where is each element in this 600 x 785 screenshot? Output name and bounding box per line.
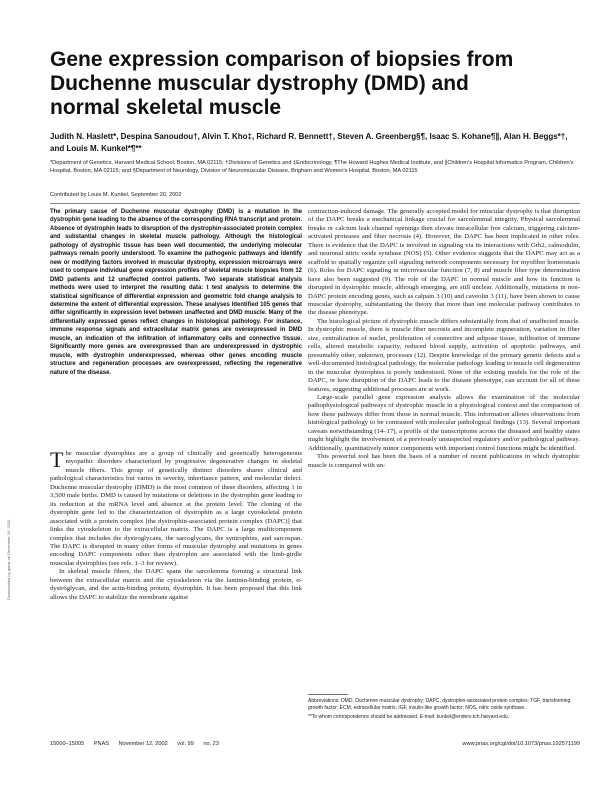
body-paragraph-1: contraction-induced damage. The generally accepted model for muscular dystrophy is that disruption of the DAPC breaks a mechanical linkage crucial for sarcolemmal integrity. Physical sarcolemmal breaks or calcium leak channel openings then elevate intracellular free calcium, triggering calcium-activated proteases and fiber necrosis (4). However, the DAPC has been implicated in other roles. There is evidence that the DAPC is involved in signaling via its interactions with Grb2, calmodulin, and neuronal nitric oxide synthase (NOS) (5). Other evidence suggests that the DAPC may act as a scaffold to spatially organize cell signaling network components necessary for myofiber homeostasis (6). Roles for DAPC signaling in microvascular function (7, 8) and muscle fiber type determination have also been suggested (9). The role of the DAPC in normal muscle and how its function is disrupted in dystrophic muscle, although emerging, are still unclear. Additionally, mutations in non-DAPC protein encoding genes, such as calpain 3 (10) and caveolin 3 (11), have been shown to cause muscular dystrophy, substantiating the theory that more than one molecular pathway contributes to the disease phenotype. [308, 208, 580, 317]
intro-paragraph-1-text: he muscular dystrophies are a group of clinically and genetically heterogeneous myopathic disorders characterized by progressive degenerative changes in skeletal muscle fibers. This group of genetically distinct disorders shares clinical and pathological characteristics but varies in severity, inheritance pattern, and molecular defect. Duchenne muscular dystrophy (DMD) is the most common of these disorders, affecting 1 in 3,500 male births. DMD is caused by mutations or deletions in the dystrophin gene leading to its reduction at the mRNA level and absence at the protein level. The cloning of the dystrophin gene led to the characterization of dystrophin as a large cytoskeletal protein associated with a protein complex [the dystrophin-associated protein complex (DAPC)] that links the cytoskeleton to the extracellular matrix. The DAPC is a large multicomponent complex that includes the dystroglycans, the sarcoglycans, the syntrophins, and sarcospan. The DAPC is disrupted in many other forms of muscular dystrophy and mutations in genes encoding DAPC components other than dystrophin are associated with the limb-girdle muscular dystrophies (see refs. 1–3 for review). [50, 450, 302, 567]
footer-volume: vol. 99 [177, 741, 194, 747]
drop-cap: T [50, 447, 64, 472]
abbreviations-footnote: Abbreviations: DMD, Duchenne muscular dystrophy; DAPC, dystrophin-associated protein complex; TGF, transforming growth factor; ECM, extracellular matrix; IGF, insulin-like growth factor; NOS, nitric oxide synthase. [308, 698, 571, 711]
page-footer [50, 741, 580, 751]
intro-paragraph-1 [50, 447, 302, 568]
intro-paragraph-2: In skeletal muscle fibers, the DAPC spans the sarcolemma forming a structural link between the extracellular matrix and the cytoskeleton via the laminin-binding protein, α-dystroglycan, and the actin-binding protein, dystrophin. It has been proposed that this link allows the DAPC to stabilize the membrane against [50, 568, 302, 601]
contributed-by: Contributed by Louis M. Kunkel, September 20, 2002 [50, 192, 182, 198]
header-divider [50, 203, 580, 204]
affiliations: *Department of Genetics, Harvard Medical School, Boston, MA 02115; †Divisions of Genetics and ‡Endocrinology, ¶The Howard Hughes Medical Institute, and ∥Children's Hospital Informatics Program, Children's Hospital, Boston, MA 02115; and §Department of Neurology, Division of Neuromuscular Disease, Brigham and Women's Hospital, Boston, MA 02115 [50, 160, 574, 174]
correspondence-footnote: **To whom correspondence should be addressed. E-mail: kunkel@enders.tch.harvard.edu. [308, 714, 510, 720]
download-stamp: Downloaded by guest on December 16, 2020 [6, 519, 11, 600]
footer-citation [50, 741, 227, 747]
footnote-divider [308, 694, 348, 695]
footer-doi-link[interactable]: www.pnas.org/cgi/doi/10.1073/pnas.192571199 [462, 741, 580, 747]
right-column-body [308, 208, 580, 470]
footer-journal: PNAS [93, 741, 110, 747]
abstract: The primary cause of Duchenne muscular dystrophy (DMD) is a mutation in the dystrophin gene leading to the absence of the corresponding RNA transcript and protein. Absence of dystrophin leads to disruption of the dystrophin-associated protein complex and substantial changes in skeletal muscle pathology. Although the histological pathology of dystrophic tissue has been well documented, the underlying molecular pathways remain poorly understood. To examine the pathogenic pathways and identify new or modifying factors involved in muscular dystrophy, expression microarrays were used to compare individual gene expression profiles of skeletal muscle biopsies from 12 DMD patients and 12 unaffected control patients. Two separate statistical analysis methods were used to interpret the resulting data: t test analysis to determine the statistical significance of differential expression and geometric fold change analysis to determine the extent of differential expression. These analyses identified 105 genes that differ significantly in expression level between unaffected and DMD muscle. Many of the differentially expressed genes reflect changes in histological pathology. For instance, immune response signals and extracellular matrix genes are overexpressed in DMD muscle, an indication of the infiltration of inflammatory cells and connective tissue. Significantly more genes are overexpressed than are underexpressed in dystrophic muscle, with dystrophin underexpressed, whereas other genes encoding muscle structure and regeneration processes are overexpressed, reflecting the regenerative nature of the disease. [50, 209, 302, 376]
body-paragraph-2: The histological picture of dystrophic muscle differs substantially from that of unaffected muscle. In dystrophic muscle, there is muscle fiber necrosis and incomplete regeneration, variation in fiber size, centralization of nuclei, proliferation of connective and adipose tissue, infiltration of immune cells, altered metabolic capacity, reduced blood supply, activation of apoptotic pathways, and presumably other, unknown, processes (12). Despite knowledge of the primary genetic defects and a well-documented histological pathology, the molecular pathology leading to muscle cell degeneration in the muscular dystrophies is poorly understood. None of the existing models for the role of the DAPC, or how disruption of the DAPC leads to the disease phenotype, can account for all of these features, suggesting additional processes are at work. [308, 317, 580, 393]
left-column-body [50, 447, 302, 602]
footer-date: November 12, 2002 [118, 741, 168, 747]
author-list: Judith N. Haslett*, Despina Sanoudou†, Alvin T. Kho‡, Richard R. Bennett†, Steven A. Greenberg§¶, Isaac S. Kohane¶∥, Alan H. Beggs*†, and Louis M. Kunkel*¶** [50, 132, 568, 153]
footer-pages: 15000–15005 [50, 741, 85, 747]
body-paragraph-3: Large-scale parallel gene expression analysis allows the examination of the molecular pathophysiological pathways of dystrophic muscle in a physiological context and the comparison of how these pathways differ from those in normal muscle. This information allows observations from histological pathology to be contrasted with molecular pathological findings (13). Several important caveats notwithstanding (14–17), a profile of the transcriptome across the diseased and healthy states might highlight the involvement of a previously unsuspected regulatory and/or pathological pathway. Additionally, quantitatively minor components with important control functions might be identified. [308, 393, 580, 452]
paper-title: Gene expression comparison of biopsies from Duchenne muscular dystrophy (DMD) and normal skeletal muscle [50, 48, 514, 119]
footnotes [308, 698, 580, 723]
body-paragraph-4: This powerful tool has been the basis of a number of recent publications in which dystrophic muscle is compared with un- [308, 453, 580, 469]
footer-issue: no. 23 [203, 741, 219, 747]
